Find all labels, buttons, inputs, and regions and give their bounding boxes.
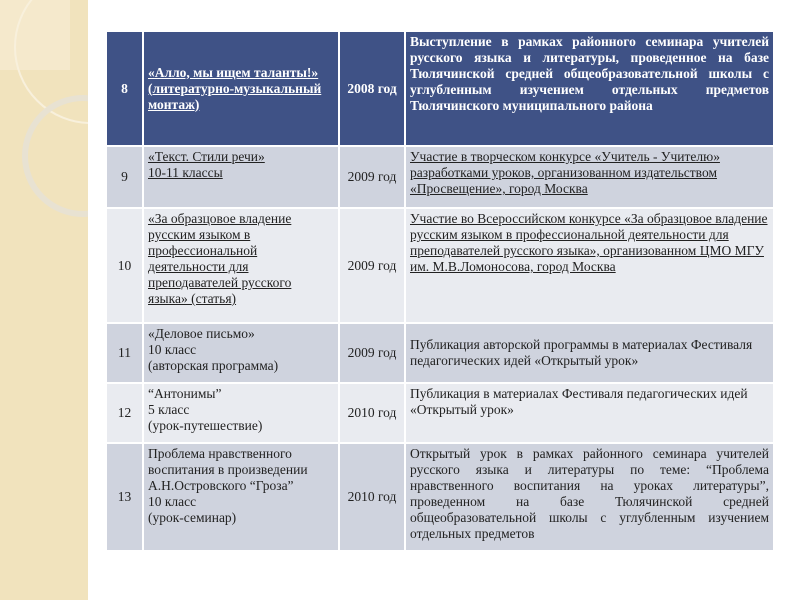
year: 2009 год <box>339 323 405 383</box>
work-title: “Антонимы” 5 класс (урок-путешествие) <box>143 383 339 443</box>
year: 2009 год <box>339 146 405 208</box>
description: Публикация авторской программы в материалах Фестиваля педагогических идей «Открытый урок» <box>405 323 774 383</box>
work-title-link[interactable]: «Алло, мы ищем таланты!» (литературно-музыкальный монтаж) <box>148 64 322 112</box>
row-number: 8 <box>106 31 143 146</box>
table-row <box>106 31 774 146</box>
table-row <box>106 383 774 443</box>
year: 2008 год <box>339 31 405 146</box>
description-link[interactable]: Участие в творческом конкурсе «Учитель - Учителю» разработками уроков, организованном издательством «Просвещение», город Москва <box>410 149 720 196</box>
row-number: 13 <box>106 443 143 551</box>
row-number: 12 <box>106 383 143 443</box>
year: 2009 год <box>339 208 405 323</box>
decorative-sidebar <box>0 0 88 600</box>
description: Открытый урок в рамках районного семинара учителей русского языка и литературы по теме: “Проблема нравственного воспитания на уроках литературы”, проведенном на базе Тюлячинской средней общеобразовательной школы с углубленным изучением отдельных предметов <box>405 443 774 551</box>
description: Выступление в рамках районного семинара учителей русского языка и литературы, проведенное на базе Тюлячинской средней общеобразовательной школы с углубленным изучением отдельных предметов Тюлячинского муниципального района <box>405 31 774 146</box>
row-number: 11 <box>106 323 143 383</box>
table-row <box>106 146 774 208</box>
year: 2010 год <box>339 443 405 551</box>
achievements-table <box>105 30 775 552</box>
table-row <box>106 323 774 383</box>
work-title-link[interactable]: «За образцовое владение русским языком в профессиональной деятельности для преподавателей русского языка» (статья) <box>148 211 292 306</box>
work-title-link[interactable]: «Текст. Стили речи» 10-11 классы <box>148 149 265 180</box>
work-title: Проблема нравственного воспитания в произведении А.Н.Островского “Гроза” 10 класс (урок-семинар) <box>143 443 339 551</box>
table-row <box>106 443 774 551</box>
table-row <box>106 208 774 323</box>
row-number: 10 <box>106 208 143 323</box>
row-number: 9 <box>106 146 143 208</box>
work-title: «Деловое письмо» 10 класс (авторская программа) <box>143 323 339 383</box>
description: Публикация в материалах Фестиваля педагогических идей «Открытый урок» <box>405 383 774 443</box>
year: 2010 год <box>339 383 405 443</box>
description-link[interactable]: Участие во Всероссийском конкурсе «За образцовое владение русским языком в профессиональной деятельности для преподавателей русского языка», организованном ЦМО МГУ им. М.В.Ломоносова, город Москва <box>410 211 768 274</box>
